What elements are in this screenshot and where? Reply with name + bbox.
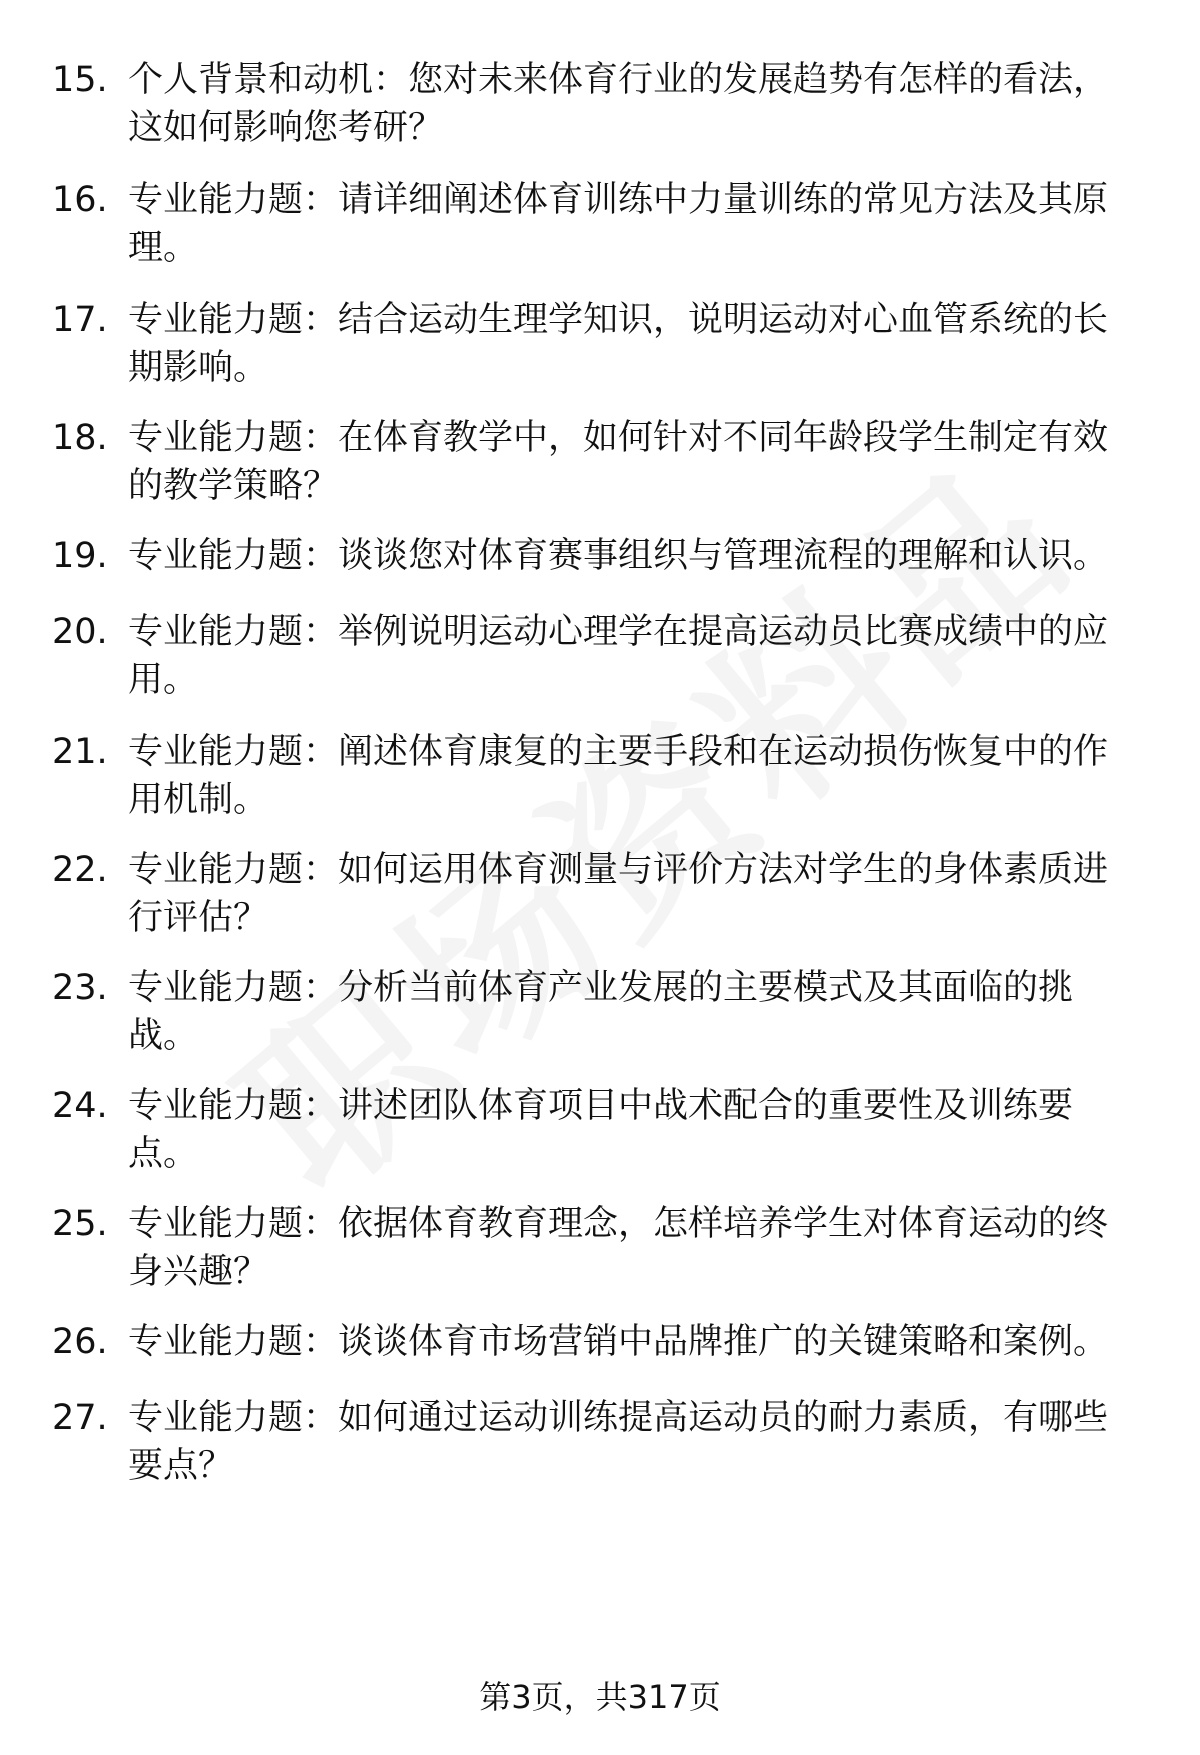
question-text: 专业能力题：依据体育教育理念，怎样培养学生对体育运动的终 身兴趣？ bbox=[128, 1204, 1109, 1292]
question-text: 专业能力题：谈谈体育市场营销中品牌推广的关键策略和案例。 bbox=[128, 1322, 1109, 1362]
question-text: 专业能力题：举例说明运动心理学在提高运动员比赛成绩中的应 用。 bbox=[128, 612, 1109, 700]
question-number: 15. bbox=[52, 60, 108, 100]
question-number: 20. bbox=[52, 612, 108, 652]
question-text: 专业能力题：分析当前体育产业发展的主要模式及其面临的挑 战。 bbox=[128, 968, 1074, 1056]
question-text: 专业能力题：结合运动生理学知识，说明运动对心血管系统的长 期影响。 bbox=[128, 300, 1109, 388]
question-text: 专业能力题：请详细阐述体育训练中力量训练的常见方法及其原 理。 bbox=[128, 180, 1109, 268]
question-text: 专业能力题：谈谈您对体育赛事组织与管理流程的理解和认识。 bbox=[128, 536, 1109, 576]
question-number: 22. bbox=[52, 850, 108, 890]
question-number: 26. bbox=[52, 1322, 108, 1362]
question-number: 19. bbox=[52, 536, 108, 576]
question-number: 18. bbox=[52, 418, 108, 458]
question-text: 专业能力题：如何通过运动训练提高运动员的耐力素质，有哪些 要点？ bbox=[128, 1398, 1109, 1486]
question-number: 17. bbox=[52, 300, 108, 340]
question-number: 27. bbox=[52, 1398, 108, 1438]
question-number: 23. bbox=[52, 968, 108, 1008]
question-number: 24. bbox=[52, 1086, 108, 1126]
question-text: 个人背景和动机：您对未来体育行业的发展趋势有怎样的看法， 这如何影响您考研？ bbox=[128, 60, 1109, 148]
page-footer: 第3页，共317页 bbox=[479, 1678, 721, 1716]
question-text: 专业能力题：在体育教学中，如何针对不同年龄段学生制定有效 的教学策略？ bbox=[128, 418, 1109, 506]
question-text: 专业能力题：如何运用体育测量与评价方法对学生的身体素质进 行评估？ bbox=[128, 850, 1109, 938]
question-text: 专业能力题：阐述体育康复的主要手段和在运动损伤恢复中的作 用机制。 bbox=[128, 732, 1109, 820]
question-number: 21. bbox=[52, 732, 108, 772]
question-number: 16. bbox=[52, 180, 108, 220]
question-text: 专业能力题：讲述团队体育项目中战术配合的重要性及训练要 点。 bbox=[128, 1086, 1074, 1174]
question-number: 25. bbox=[52, 1204, 108, 1244]
